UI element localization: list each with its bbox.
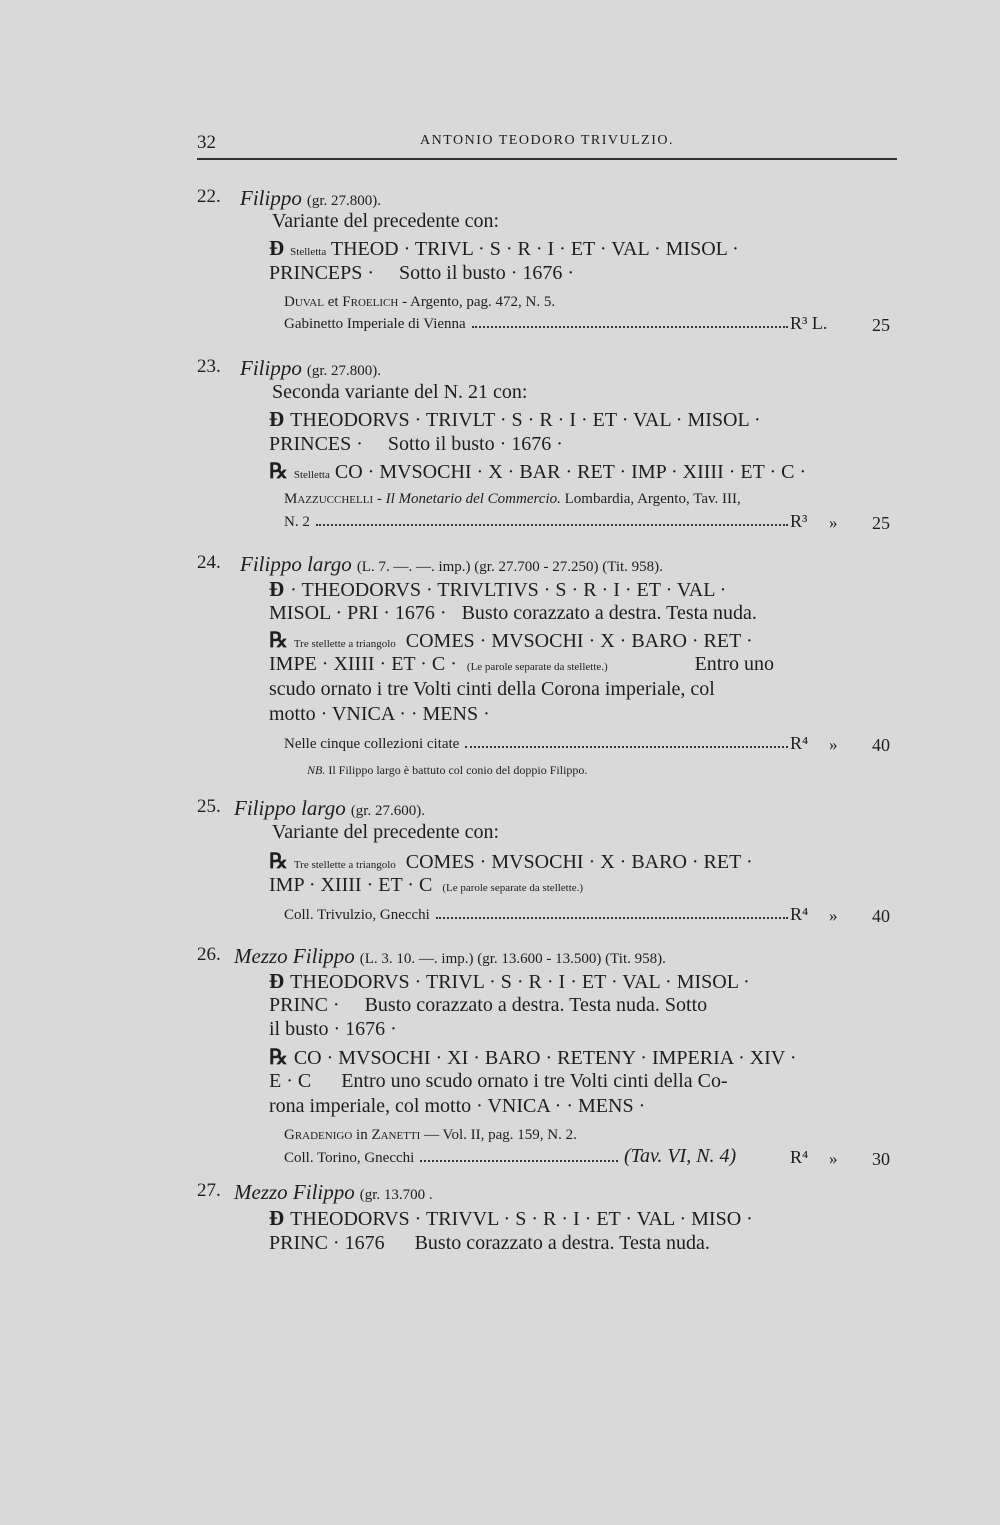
- multiplier: »: [829, 906, 838, 925]
- obverse-symbol: Ð: [269, 577, 285, 601]
- paren-note: (Le parole separate da stellette.): [466, 661, 608, 673]
- entry-number: 25.: [197, 796, 221, 817]
- running-title: ANTONIO TEODORO TRIVULZIO.: [419, 133, 675, 148]
- description-line: scudo ornato i tre Volti cinti della Corona imperiale, col: [269, 678, 715, 700]
- reverse-note: Tre stellette a triangolo: [293, 859, 396, 871]
- page-header: [197, 128, 897, 160]
- collection-text: N. 2: [284, 514, 310, 530]
- description-text: Entro uno: [694, 653, 774, 675]
- coin-name: Filippo largo: [240, 552, 352, 576]
- plate-reference: (Tav. VI, N. 4): [624, 1145, 737, 1167]
- collection-text: Gabinetto Imperiale di Vienna: [284, 316, 466, 332]
- legend-text: E · C: [269, 1070, 312, 1092]
- entry-number: 22.: [197, 186, 221, 207]
- reverse-symbol: ℞: [269, 628, 288, 652]
- coin-name: Filippo: [240, 356, 302, 380]
- obverse-line: [269, 577, 726, 602]
- collection-text: Coll. Torino, Gnecchi: [284, 1150, 415, 1166]
- reverse-line: [269, 459, 806, 484]
- legend-text: IMP · XIIII · ET · C: [269, 874, 433, 896]
- coin-spec: (gr. 27.600).: [350, 803, 425, 819]
- obverse-symbol: Ð: [269, 1206, 285, 1230]
- legend-group: [269, 653, 608, 676]
- legend-line: [269, 1070, 728, 1093]
- coin-name: Mezzo Filippo: [234, 944, 355, 968]
- value: 25: [872, 315, 890, 335]
- description-line: motto · VNICA · · MENS ·: [269, 703, 490, 725]
- coin-name: Mezzo Filippo: [234, 1180, 355, 1204]
- description-text: Busto corazzato a destra. Testa nuda.: [414, 1232, 710, 1254]
- currency: L.: [811, 313, 828, 333]
- description-line: rona imperiale, col motto · VNICA · · MENS ·: [269, 1095, 646, 1117]
- collection-line: [284, 514, 794, 531]
- description-text: Sotto il busto · 1676 ·: [399, 262, 575, 284]
- reverse-note: Stelletta: [293, 469, 330, 481]
- multiplier: »: [829, 1149, 838, 1168]
- collection-line: [284, 736, 794, 753]
- coin-spec: (gr. 27.800).: [306, 363, 382, 379]
- legend-text: THEOD · TRIVL · S · R · I · ET · VAL · MISOL ·: [330, 238, 739, 260]
- coin-spec: (L. 7. —. —. imp.) (gr. 27.700 - 27.250) (Tit. 958).: [356, 559, 663, 575]
- legend-text: PRINCEPS ·: [269, 262, 375, 284]
- dot-leader: [465, 746, 788, 748]
- legend-text: PRINCES ·: [269, 433, 363, 455]
- entry-number: 24.: [197, 552, 221, 573]
- coin-spec: (gr. 13.700 .: [359, 1187, 433, 1203]
- rarity: R³: [790, 511, 808, 531]
- legend-text: PRINC · 1676: [269, 1232, 385, 1254]
- ref-author: Zanetti: [371, 1127, 421, 1143]
- entry-title: [234, 1180, 433, 1205]
- collection-text: Nelle cinque collezioni citate: [284, 736, 460, 752]
- collection-line: [284, 907, 794, 924]
- description-text: Entro uno scudo ornato i tre Volti cinti della Co-: [341, 1070, 728, 1092]
- coin-spec: (L. 3. 10. —. imp.) (gr. 13.600 - 13.500) (Tit. 958).: [359, 951, 666, 967]
- dot-leader: [420, 1160, 618, 1162]
- legend-text: PRINC ·: [269, 994, 340, 1016]
- legend-text: THEODORVS · TRIVL · S · R · I · ET · VAL · MISOL ·: [290, 971, 750, 993]
- paren-note: (Le parole separate da stellette.): [442, 882, 584, 894]
- nota-bene: [307, 763, 587, 778]
- legend-line: [269, 602, 757, 625]
- reverse-line: [269, 628, 753, 653]
- reverse-line: [269, 1045, 797, 1070]
- value: 40: [872, 906, 890, 926]
- obverse-symbol: Ð: [269, 407, 285, 431]
- rarity: [790, 313, 827, 334]
- ref-author: Froelich: [342, 294, 399, 310]
- legend-line: [269, 653, 774, 676]
- nb-text: Il Filippo largo è battuto col conio del doppio Filippo.: [328, 763, 588, 777]
- rarity: R⁴: [790, 1147, 809, 1167]
- legend-line: [269, 874, 583, 897]
- coin-name: Filippo: [240, 186, 302, 210]
- legend-text: CO · MVSOCHI · XI · BARO · RETENY · IMPERIA · XIV ·: [293, 1047, 797, 1069]
- obverse-note: Stelletta: [290, 246, 327, 258]
- dot-leader: [472, 326, 788, 328]
- variant-line: Variante del precedente con:: [272, 821, 500, 843]
- legend-text: COMES · MVSOCHI · X · BARO · RET ·: [405, 630, 753, 652]
- reference: Duval et Froelich - Argento, pag. 472, N. 5.: [284, 294, 556, 310]
- value: 40: [872, 735, 890, 755]
- collection-text: Coll. Trivulzio, Gnecchi: [284, 907, 430, 923]
- coin-name: Filippo largo: [234, 796, 346, 820]
- multiplier: »: [829, 513, 838, 532]
- legend-text: · THEODORVS · TRIVLTIVS · S · R · I · ET · VAL ·: [290, 579, 727, 601]
- ref-detail: - Argento, pag. 472, N. 5.: [402, 294, 556, 310]
- legend-text: COMES · MVSOCHI · X · BARO · RET ·: [405, 851, 753, 873]
- ref-author: Mazzucchelli: [284, 491, 374, 507]
- description-text: Sotto il busto · 1676 ·: [387, 433, 563, 455]
- reverse-note: Tre stellette a triangolo: [293, 638, 396, 650]
- reverse-symbol: ℞: [269, 459, 288, 483]
- obverse-line: [269, 236, 739, 261]
- entry-title: [234, 944, 666, 969]
- reverse-line: [269, 849, 753, 874]
- value: 25: [872, 513, 890, 533]
- entry-number: 26.: [197, 944, 221, 965]
- ref-author: Gradenigo: [284, 1127, 353, 1143]
- ref-detail: Lombardia, Argento, Tav. III,: [564, 491, 741, 507]
- legend-line: [269, 994, 707, 1017]
- entry-number: 27.: [197, 1180, 221, 1201]
- collection-line: [284, 1150, 624, 1167]
- legend-line: [269, 1232, 710, 1255]
- legend-text: MISOL · PRI · 1676 ·: [269, 602, 447, 624]
- obverse-symbol: Ð: [269, 236, 285, 260]
- entry-title: [240, 186, 381, 211]
- ref-work: Il Monetario del Commercio.: [385, 491, 561, 507]
- obverse-symbol: Ð: [269, 969, 285, 993]
- description-text: Busto corazzato a destra. Testa nuda. Sotto: [364, 994, 708, 1016]
- value: 30: [872, 1149, 890, 1169]
- legend-line: [269, 262, 574, 285]
- dot-leader: [436, 917, 788, 919]
- legend-text: CO · MVSOCHI · X · BAR · RET · IMP · XIIII · ET · C ·: [334, 461, 807, 483]
- entry-number: 23.: [197, 356, 221, 377]
- obverse-line: [269, 1206, 753, 1231]
- rarity-text: R³: [790, 313, 808, 333]
- page-number: 32: [197, 132, 216, 153]
- ref-detail: — Vol. II, pag. 159, N. 2.: [424, 1127, 577, 1143]
- dot-leader: [316, 524, 788, 526]
- legend-line: [269, 433, 563, 456]
- reverse-symbol: ℞: [269, 1045, 288, 1069]
- description-line: il busto · 1676 ·: [269, 1018, 397, 1040]
- description-text: Busto corazzato a destra. Testa nuda.: [461, 602, 757, 624]
- reverse-symbol: ℞: [269, 849, 288, 873]
- rarity: R⁴: [790, 733, 809, 753]
- legend-text: THEODORVS · TRIVVL · S · R · I · ET · VAL · MISO ·: [290, 1208, 753, 1230]
- reference: Gradenigo in Zanetti — Vol. II, pag. 159, N. 2.: [284, 1127, 577, 1143]
- variant-line: Seconda variante del N. 21 con:: [272, 381, 528, 403]
- ref-author: Duval: [284, 294, 324, 310]
- nb-label: NB.: [307, 763, 326, 777]
- entry-title: [240, 356, 381, 381]
- reference: Mazzucchelli - Il Monetario del Commercio. Lombardia, Argento, Tav. III,: [284, 491, 741, 507]
- variant-line: Variante del precedente con:: [272, 210, 500, 232]
- obverse-line: [269, 969, 750, 994]
- coin-spec: (gr. 27.800).: [306, 193, 382, 209]
- entry-title: [234, 796, 425, 821]
- multiplier: »: [829, 735, 838, 754]
- entry-title: [240, 552, 663, 577]
- collection-line: [284, 316, 794, 333]
- obverse-line: [269, 407, 761, 432]
- legend-text: THEODORVS · TRIVLT · S · R · I · ET · VAL · MISOL ·: [290, 409, 761, 431]
- rarity: R⁴: [790, 904, 809, 924]
- legend-text: IMPE · XIIII · ET · C ·: [269, 653, 457, 675]
